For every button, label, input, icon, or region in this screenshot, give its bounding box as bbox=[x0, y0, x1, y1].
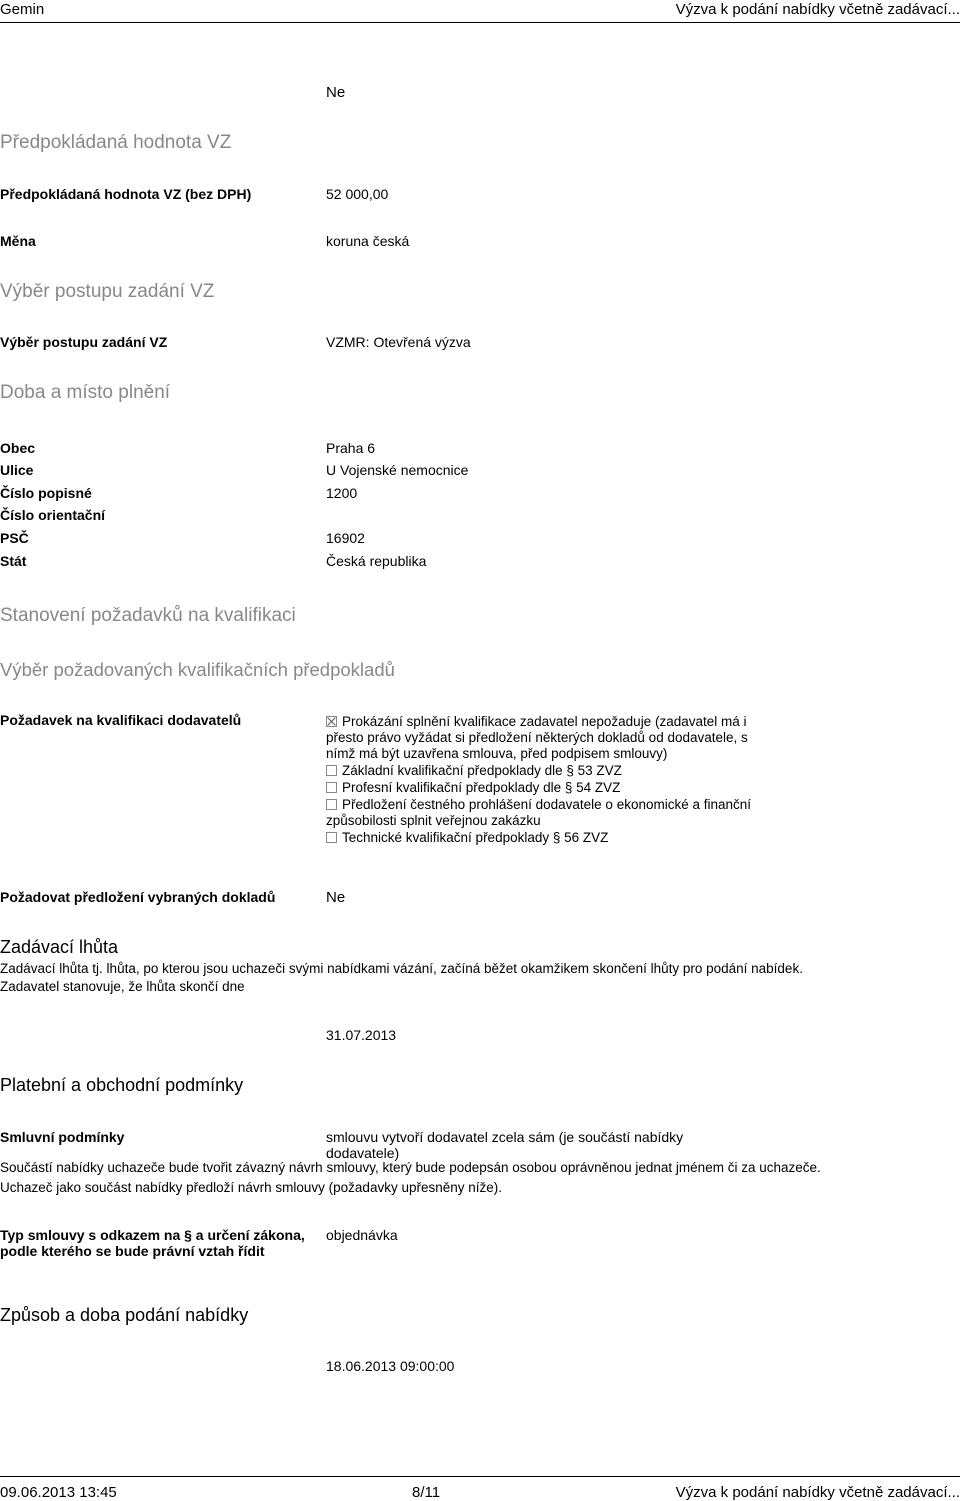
label-vyber-postupu: Výběr postupu zadání VZ bbox=[0, 334, 168, 350]
section-vyber-postupu: Výběr postupu zadání VZ bbox=[0, 281, 215, 302]
header-right-title: Výzva k podání nabídky včetně zadávací... bbox=[675, 1, 960, 18]
footer-rule bbox=[0, 1476, 960, 1477]
label-obec: Obec bbox=[0, 440, 36, 456]
checkbox-icon[interactable] bbox=[326, 832, 337, 843]
footer-right-title: Výzva k podání nabídky včetně zadávací... bbox=[675, 1484, 960, 1501]
value-mena: koruna česká bbox=[326, 233, 410, 249]
section-predpokladana-hodnota: Předpokládaná hodnota VZ bbox=[0, 132, 232, 153]
qualification-option: Předložení čestného prohlášení dodavatele o ekonomické a finanční způsobilosti splnit veřejnou zakázku bbox=[326, 797, 752, 828]
header-left-title: Gemin bbox=[0, 1, 45, 18]
value-obec: Praha 6 bbox=[326, 440, 376, 456]
label-typ-smlouvy: Typ smlouvy s odkazem na § a určení zákona, podle kterého se bude právní vztah řídit bbox=[0, 1227, 305, 1259]
footer-timestamp: 09.06.2013 13:45 bbox=[0, 1484, 117, 1501]
label-stat: Stát bbox=[0, 553, 27, 569]
value-smluvni-podminky: smlouvu vytvoří dodavatel zcela sám (je součástí nabídky dodavatele) bbox=[326, 1129, 684, 1161]
zadavaci-lhuta-date: 31.07.2013 bbox=[326, 1027, 397, 1043]
qualification-option: Prokázání splnění kvalifikace zadavatel nepožaduje (zadavatel má i přesto právo vyžádat si předložení některých dokladů od dodavatele, s nímž má být uzavřena smlouva, před podpisem smlouvy) bbox=[326, 714, 748, 761]
zadavaci-lhuta-text-2: Zadavatel stanovuje, že lhůta skončí dne bbox=[0, 979, 245, 994]
value-cislo-popisne: 1200 bbox=[326, 485, 358, 501]
label-cislo-orientacni: Číslo orientační bbox=[0, 507, 106, 523]
label-psc: PSČ bbox=[0, 530, 29, 546]
value-pozadovat-doklady: Ne bbox=[326, 889, 346, 906]
checkbox-icon[interactable] bbox=[326, 765, 337, 776]
section-doba-misto: Doba a místo plnění bbox=[0, 382, 171, 403]
label-cislo-popisne: Číslo popisné bbox=[0, 485, 92, 501]
value-ulice: U Vojenské nemocnice bbox=[326, 462, 469, 478]
value-vyber-postupu: VZMR: Otevřená výzva bbox=[326, 334, 471, 350]
section-zpusob-podani: Způsob a doba podání nabídky bbox=[0, 1305, 249, 1325]
label-pozadavek-kvalifikace: Požadavek na kvalifikaci dodavatelů bbox=[0, 712, 242, 728]
value-typ-smlouvy: objednávka bbox=[326, 1227, 398, 1243]
qualification-option: Technické kvalifikační předpoklady § 56 ZVZ bbox=[326, 830, 756, 846]
label-pozadovat-doklady: Požadovat předložení vybraných dokladů bbox=[0, 889, 276, 905]
value-stat: Česká republika bbox=[326, 553, 427, 569]
value-hodnota: 52 000,00 bbox=[326, 186, 389, 202]
footer-page-number: 8/11 bbox=[412, 1484, 441, 1501]
label-ulice: Ulice bbox=[0, 462, 34, 478]
platebni-note-1: Součástí nabídky uchazeče bude tvořit závazný návrh smlouvy, který bude podepsán osobou oprávněnou jednat jménem či za uchazeče. bbox=[0, 1160, 821, 1175]
label-hodnota: Předpokládaná hodnota VZ (bez DPH) bbox=[0, 186, 252, 202]
value-psc: 16902 bbox=[326, 530, 365, 546]
zadavaci-lhuta-text-1: Zadávací lhůta tj. lhůta, po kterou jsou uchazeči svými nabídkami vázání, začíná běžet okamžikem skončení lhůty pro podání nabídek. bbox=[0, 961, 803, 976]
qualification-option: Profesní kvalifikační předpoklady dle § 54 ZVZ bbox=[326, 780, 756, 796]
qualification-options bbox=[326, 714, 756, 847]
label-mena: Měna bbox=[0, 233, 36, 249]
qualification-option: Základní kvalifikační předpoklady dle § 53 ZVZ bbox=[326, 763, 756, 779]
header-rule bbox=[0, 22, 960, 23]
label-smluvni-podminky: Smluvní podmínky bbox=[0, 1129, 125, 1145]
checkbox-checked-icon[interactable] bbox=[326, 716, 337, 727]
section-platebni-podminky: Platební a obchodní podmínky bbox=[0, 1075, 244, 1095]
subsection-kvalifikacni-predpoklady: Výběr požadovaných kvalifikačních předpokladů bbox=[0, 659, 395, 680]
platebni-note-2: Uchazeč jako součást nabídky předloží návrh smlouvy (požadavky upřesněny níže). bbox=[0, 1180, 503, 1195]
section-zadavaci-lhuta: Zadávací lhůta bbox=[0, 937, 119, 957]
top-value: Ne bbox=[326, 84, 346, 101]
section-kvalifikace: Stanovení požadavků na kvalifikaci bbox=[0, 605, 296, 626]
value-zpusob-datetime: 18.06.2013 09:00:00 bbox=[326, 1358, 455, 1374]
checkbox-icon[interactable] bbox=[326, 799, 337, 810]
checkbox-icon[interactable] bbox=[326, 782, 337, 793]
